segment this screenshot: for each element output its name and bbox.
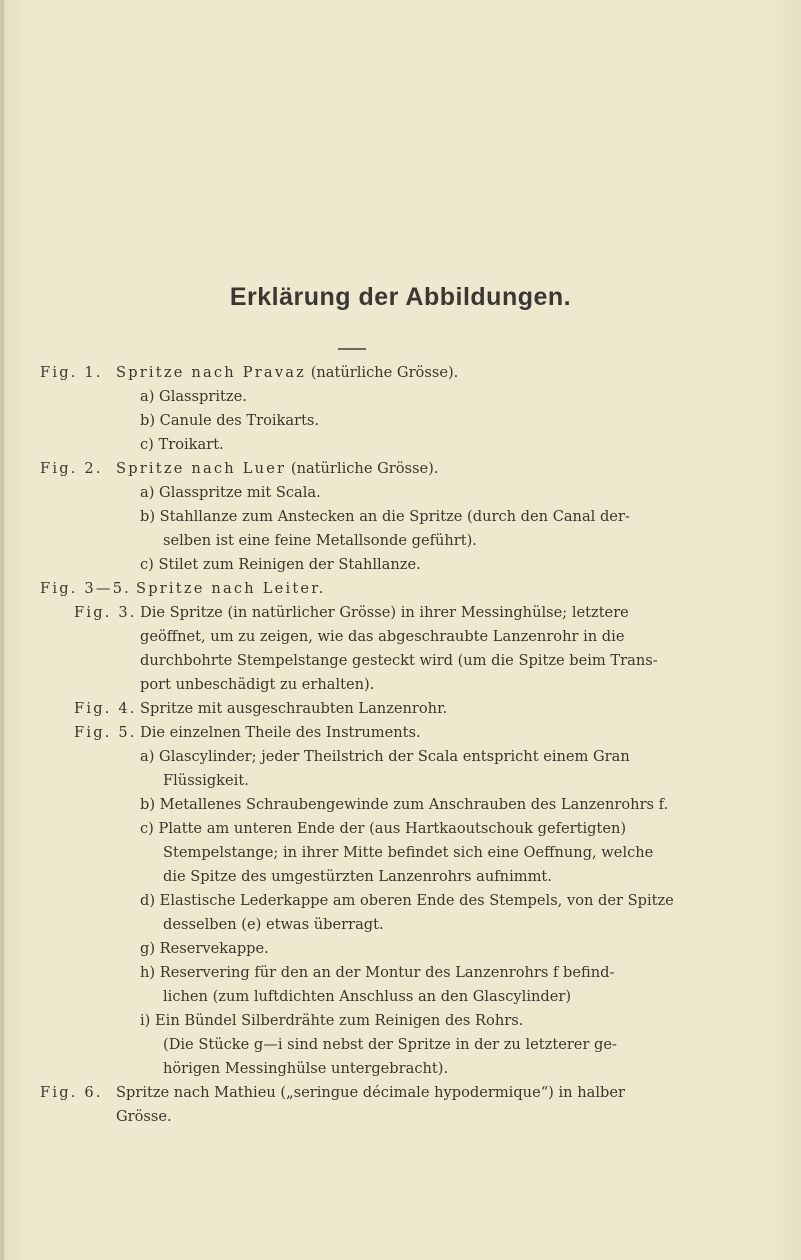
fig5-item-b: b) Metallenes Schraubengewinde zum Anschrauben des Lanzenrohrs f. (140, 796, 669, 813)
fig5-note-line1: (Die Stücke g—i sind nebst der Spritze in der zu letzterer ge- (163, 1036, 617, 1053)
fig5-item-h-line1: h) Reservering für den an der Montur des Lanzenrohrs f befind- (140, 964, 615, 981)
fig1-label: Fig. 1. (40, 364, 103, 381)
fig5-item-a-line1: a) Glascylinder; jeder Theilstrich der Scala entspricht einem Gran (140, 748, 630, 765)
fig2-item-c: c) Stilet zum Reinigen der Stahllanze. (140, 556, 421, 573)
fig1-item-a: a) Glasspritze. (140, 388, 247, 405)
fig6-line1: Spritze nach Mathieu („seringue décimale hypodermique“) in halber (116, 1084, 625, 1101)
fig5-item-d-line1: d) Elastische Lederkappe am oberen Ende des Stempels, von der Spitze (140, 892, 674, 909)
page-edge (0, 0, 4, 1260)
fig5-item-a-line2: Flüssigkeit. (163, 772, 249, 789)
fig3-line2: geöffnet, um zu zeigen, wie das abgeschraubte Lanzenrohr in die (140, 628, 625, 645)
fig5-item-c-line2: Stempelstange; in ihrer Mitte befindet sich eine Oeffnung, welche (163, 844, 654, 861)
fig3-line4: port unbeschädigt zu erhalten). (140, 676, 375, 693)
fig6-line2: Grösse. (116, 1108, 172, 1125)
fig5-line1: Die einzelnen Theile des Instruments. (140, 724, 421, 741)
fig2-heading-note: (natürliche Grösse). (290, 460, 439, 477)
fig2-item-b-line2: selben ist eine feine Metallsonde geführt). (163, 532, 477, 549)
page-title: Erklärung der Abbildungen. (229, 283, 572, 311)
fig5-item-c-line1: c) Platte am unteren Ende der (aus Hartkaoutschouk gefertigten) (140, 820, 627, 837)
title-divider (338, 348, 366, 350)
fig2-heading-line (116, 458, 438, 480)
fig3-label: Fig. 3. (74, 604, 137, 621)
fig2-item-a: a) Glasspritze mit Scala. (140, 484, 321, 501)
fig3-line3: durchbohrte Stempelstange gesteckt wird (um die Spitze beim Trans- (140, 652, 658, 669)
fig4-label: Fig. 4. (74, 700, 137, 717)
fig3-line1: Die Spritze (in natürlicher Grösse) in ihrer Messinghülse; letztere (140, 604, 629, 621)
fig1-item-c: c) Troikart. (140, 436, 224, 453)
fig1-heading: Spritze nach Pravaz (116, 364, 307, 381)
fig2-heading: Spritze nach Luer (116, 460, 287, 477)
fig5-item-h-line2: lichen (zum luftdichten Anschluss an den Glascylinder) (163, 988, 572, 1005)
fig3-5-label: Fig. 3—5. (40, 580, 132, 597)
fig5-item-i: i) Ein Bündel Silberdrähte zum Reinigen des Rohrs. (140, 1012, 524, 1029)
fig3-5-heading: Spritze nach Leiter. (136, 580, 326, 597)
fig5-item-d-line2: desselben (e) etwas überragt. (163, 916, 384, 933)
fig2-item-b-line1: b) Stahllanze zum Anstecken an die Spritze (durch den Canal der- (140, 508, 630, 525)
fig1-heading-note: (natürliche Grösse). (310, 364, 459, 381)
fig1-item-b: b) Canule des Troikarts. (140, 412, 320, 429)
fig5-note-line2: hörigen Messinghülse untergebracht). (163, 1060, 449, 1077)
fig5-item-g: g) Reservekappe. (140, 940, 269, 957)
fig2-label: Fig. 2. (40, 460, 103, 477)
fig1-heading-line (116, 362, 458, 384)
fig6-label: Fig. 6. (40, 1084, 103, 1101)
fig4-line1: Spritze mit ausgeschraubten Lanzenrohr. (140, 700, 448, 717)
fig5-item-c-line3: die Spitze des umgestürzten Lanzenrohrs aufnimmt. (163, 868, 552, 885)
fig5-label: Fig. 5. (74, 724, 137, 741)
